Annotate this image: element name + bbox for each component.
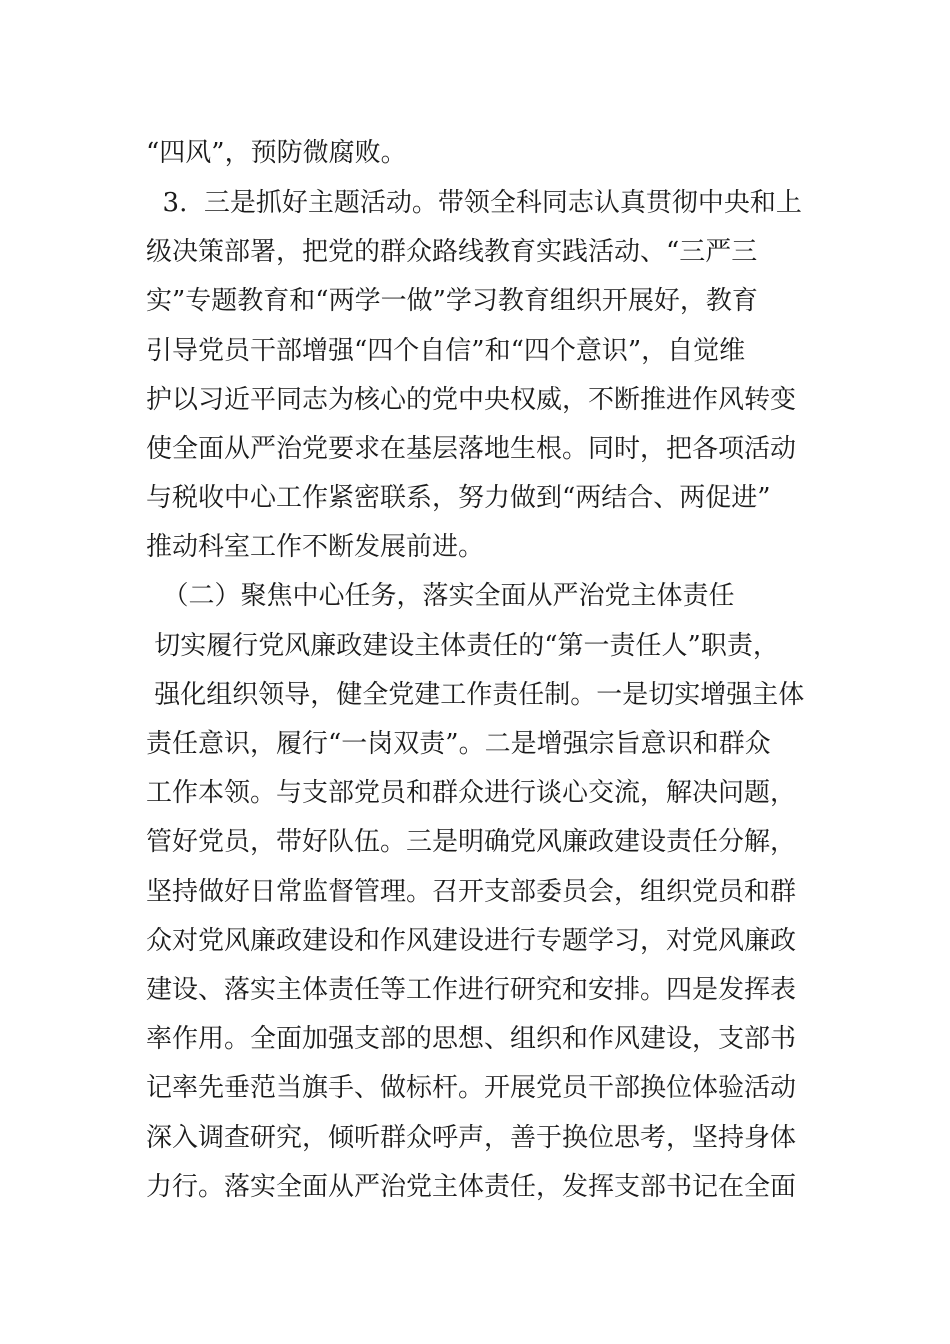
text-line-12: 强化组织领导，健全党建工作责任制。一是切实增强主体 (146, 680, 805, 710)
text-line-15: 管好党员，带好队伍。三是明确党风廉政建设责任分解， (146, 827, 797, 857)
text-line-18: 建设、落实主体责任等工作进行研究和安排。四是发挥表 (146, 975, 797, 1005)
text-line-3: 级决策部署，把党的群众路线教育实践活动、“三严三 (146, 237, 758, 267)
section-heading: （二）聚焦中心任务，落实全面从严治党主体责任 (146, 581, 735, 611)
text-line-2: 3. 三是抓好主题活动。带领全科同志认真贯彻中央和上 (146, 188, 802, 218)
text-line-13: 责任意识，履行“一岗双责”。二是增强宗旨意识和群众 (146, 729, 771, 759)
text-line-4: 实”专题教育和“两学一做”学习教育组织开展好，教育 (146, 286, 758, 316)
text-line-9: 推动科室工作不断发展前进。 (146, 532, 485, 562)
text-line-6: 护以习近平同志为核心的党中央权威，不断推进作风转变 (146, 385, 797, 415)
text-line-5: 引导党员干部增强“四个自信”和“四个意识”，自觉维 (146, 336, 746, 366)
text-line-14: 工作本领。与支部党员和群众进行谈心交流，解决问题， (146, 778, 797, 808)
text-line-11: 切实履行党风廉政建设主体责任的“第一责任人”职责， (146, 631, 779, 661)
text-line-21: 深入调查研究，倾听群众呼声，善于换位思考，坚持身体 (146, 1123, 797, 1153)
text-line-19: 率作用。全面加强支部的思想、组织和作风建设，支部书 (146, 1024, 797, 1054)
text-line-16: 坚持做好日常监督管理。召开支部委员会，组织党员和群 (146, 877, 797, 907)
text-line-20: 记率先垂范当旗手、做标杆。开展党员干部换位体验活动 (146, 1073, 797, 1103)
text-line-22: 力行。落实全面从严治党主体责任，发挥支部书记在全面 (146, 1172, 797, 1202)
text-line-7: 使全面从严治党要求在基层落地生根。同时，把各项活动 (146, 434, 797, 464)
text-line-17: 众对党风廉政建设和作风建设进行专题学习，对党风廉政 (146, 926, 797, 956)
text-line-1: “四风”，预防微腐败。 (146, 138, 407, 168)
text-line-8: 与税收中心工作紧密联系，努力做到“两结合、两促进” (146, 483, 771, 513)
